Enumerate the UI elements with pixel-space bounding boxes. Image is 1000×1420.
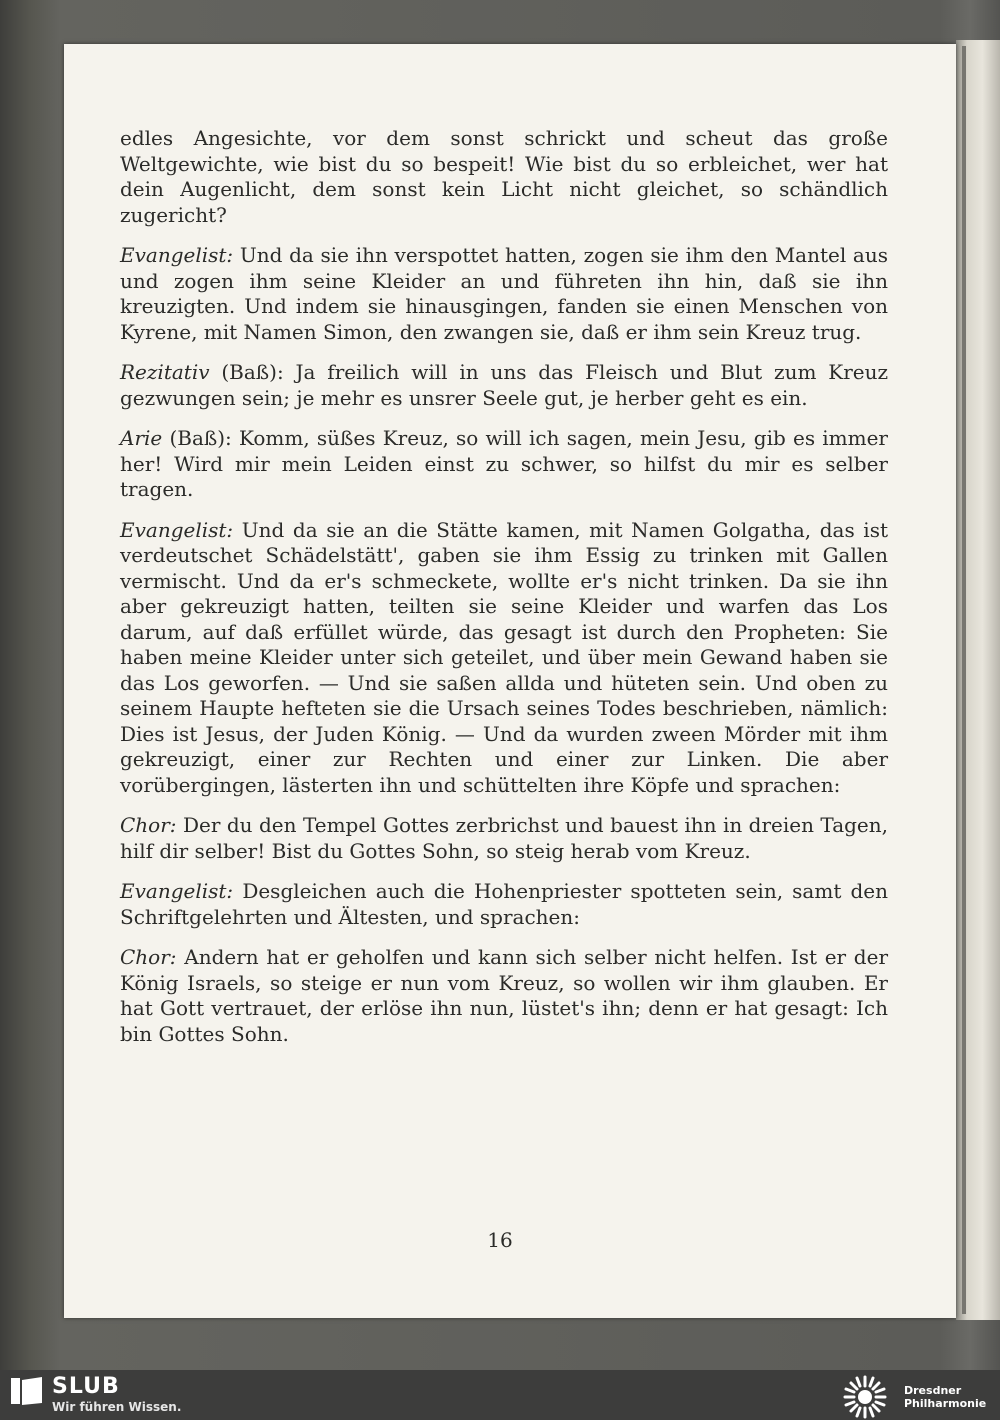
speaker-label: Evangelist: <box>120 879 234 903</box>
paragraph-text: Und da sie an die Stätte kamen, mit Namen Golgatha, das ist verdeutschet Schädelstätt', gaben sie ihm Essig zu trinken mit Gallen vermischt. Und da er's schmeckete, wollte er's nicht trinken. Da sie ihn aber gekreuzigt hatten, teilten sie seine Kleider und warfen das Los darum, auf daß erfüllet würde, das gesagt ist durch den Propheten: Sie haben meine Kleider unter sich geteilet, und über mein Gewand haben sie das Los geworfen. — Und sie saßen allda und hüteten sein. Und oben zu seinem Haupte hefteten sie die Ursach seines Todes beschrieben, nämlich: Dies ist Jesus, der Juden König. — Und da wurden zween Mörder mit ihm gekreuzigt, einer zur Rechten und einer zur Linken. Die aber vorübergingen, lästerten ihn und schüttelten ihre Köpfe und sprachen: <box>120 517 889 797</box>
wordmark-line: Dresdner <box>904 1384 962 1397</box>
wordmark-line: Philharmonie <box>904 1397 987 1410</box>
speaker-label: Chor: <box>120 945 177 969</box>
speaker-label: Arie <box>120 426 163 450</box>
speaker-label: Rezitativ <box>120 360 210 384</box>
paragraph <box>120 243 888 345</box>
paragraph-text: Und da sie ihn verspottet hatten, zogen sie ihm den Mantel aus und zogen ihm seine Kleider an und führeten ihn hin, daß sie ihn kreuzigten. Und indem sie hinausgingen, fanden sie einen Menschen von Kyrene, mit Namen Simon, den zwangen sie, daß er ihm sein Kreuz trug. <box>120 243 889 344</box>
paragraph <box>120 945 888 1047</box>
slub-book-icon <box>10 1376 44 1406</box>
paragraph <box>120 879 888 930</box>
slub-name[interactable]: SLUB <box>52 1374 120 1399</box>
paragraph <box>120 518 888 799</box>
page-gutter <box>962 46 966 1314</box>
page-number: 16 <box>487 1228 513 1252</box>
paragraph-text: (Baß): Komm, süßes Kreuz, so will ich sagen, mein Jesu, gib es immer her! Wird mir mein Leiden einst zu schwer, so hilfst du mir es selber tragen. <box>120 426 888 501</box>
dresdner-philharmonie-logo-icon[interactable] <box>842 1374 888 1420</box>
paragraph-text: Der du den Tempel Gottes zerbrichst und bauest ihn in dreien Tagen, hilf dir selber! Bist du Gottes Sohn, so steig herab vom Kreuz. <box>120 813 889 863</box>
paragraph <box>120 426 888 503</box>
paragraph <box>120 360 888 411</box>
paragraph <box>120 126 888 228</box>
page-text <box>120 126 888 1062</box>
paragraph-text: Desgleichen auch die Hohenpriester spotteten sein, samt den Schriftgelehrten und Ältesten, und sprachen: <box>120 879 888 929</box>
paragraph-text: Andern hat er geholfen und kann sich selber nicht helfen. Ist er der König Israels, so steige er nun vom Kreuz, so wollen wir ihm glauben. Er hat Gott vertrauet, der erlöse ihn nun, lüstet's ihn; denn er hat gesagt: Ich bin Gottes Sohn. <box>120 945 889 1046</box>
slub-tagline: Wir führen Wissen. <box>52 1400 182 1414</box>
speaker-label: Evangelist: <box>120 243 234 267</box>
footer-bar <box>0 1370 1000 1420</box>
paragraph <box>120 813 888 864</box>
speaker-label: Evangelist: <box>120 517 234 542</box>
paragraph-text: edles Angesichte, vor dem sonst schrickt und scheut das große Weltgewichte, wie bist du so bespeit! Wie bist du so erbleichet, wer hat dein Augenlicht, dem sonst kein Licht nicht gleichet, so schändlich zugericht? <box>120 126 888 227</box>
paragraph-text: (Baß): Ja freilich will in uns das Fleisch und Blut zum Kreuz gezwungen sein; je mehr es unsrer Seele gut, je herber geht es ein. <box>120 360 889 410</box>
speaker-label: Chor: <box>120 813 177 837</box>
dresdner-philharmonie-wordmark <box>904 1384 986 1410</box>
